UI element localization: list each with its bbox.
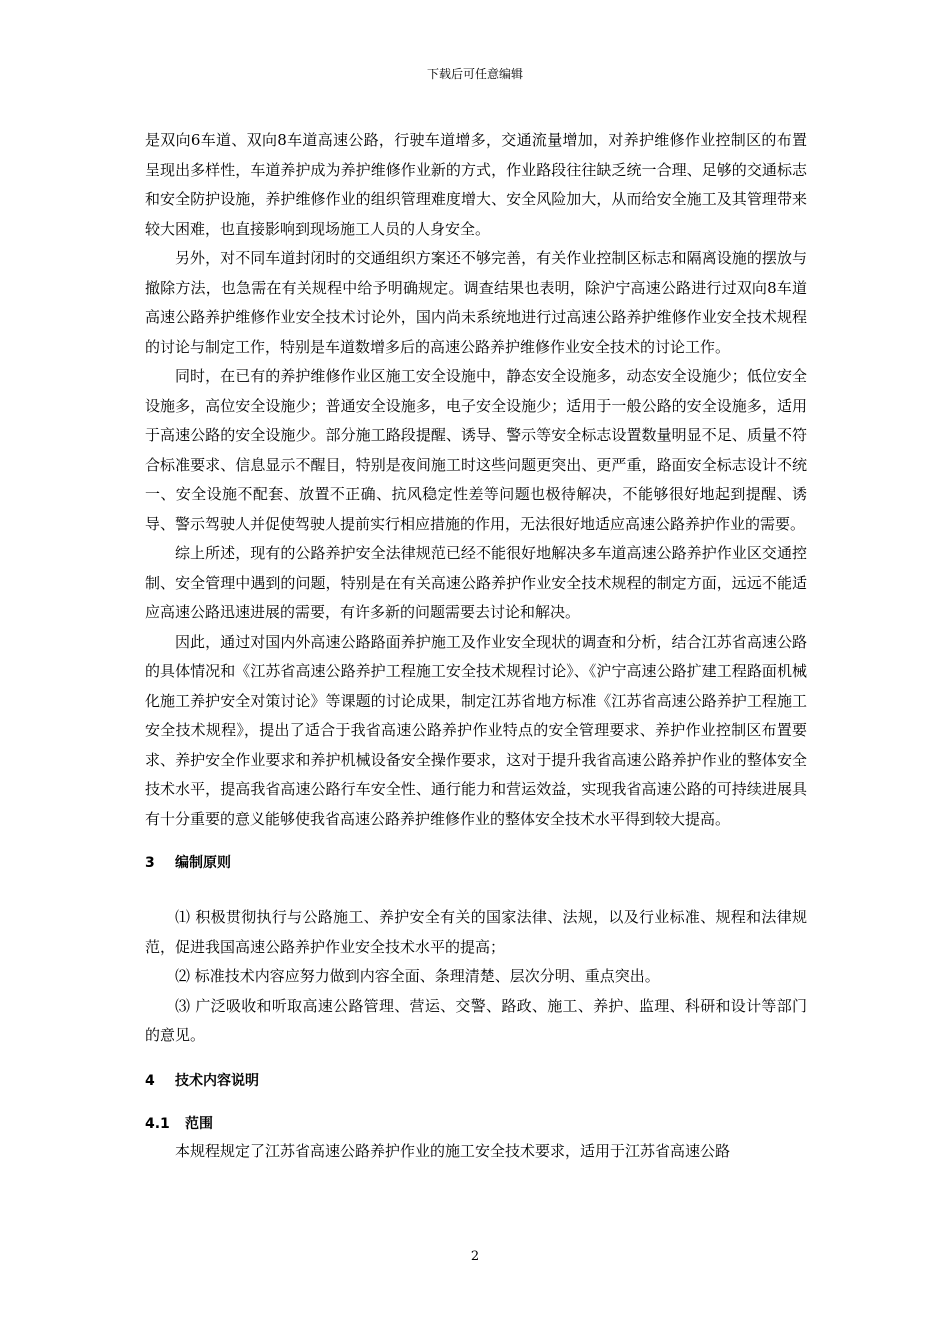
section-3-title: 编制原则 <box>175 855 231 871</box>
section-3-heading <box>145 853 807 873</box>
section-3-number: 3 <box>145 855 155 871</box>
principle-item-1: ⑴ 积极贯彻执行与公路施工、养护安全有关的国家法律、法规，以及行业标准、规程和法律规范，促进我国高速公路养护作业安全技术水平的提高； <box>145 908 807 956</box>
section-4-1-heading <box>145 1111 807 1137</box>
paragraph-3: 同时，在已有的养护维修作业区施工安全设施中，静态安全设施多，动态安全设施少；低位安全设施多，高位安全设施少；普通安全设施多，电子安全设施少；适用于一般公路的安全设施多，适用于高速公路的安全设施少。部分施工路段提醒、诱导、警示等安全标志设置数量明显不足、质量不符合标准要求、信息显示不醒目，特别是夜间施工时这些问题更突出、更严重，路面安全标志设计不统一、安全设施不配套、放置不正确、抗风稳定性差等问题也极待解决，不能够很好地起到提醒、诱导、警示驾驶人并促使驾驶人提前实行相应措施的作用，无法很好地适应高速公路养护作业的需要。 <box>145 367 807 533</box>
section-4-number: 4 <box>145 1072 155 1089</box>
section-4-1-title: 范围 <box>185 1115 213 1132</box>
section-4-1-number: 4.1 <box>145 1115 170 1132</box>
paragraph-2: 另外，对不同车道封闭时的交通组织方案还不够完善，有关作业控制区标志和隔离设施的摆放与撤除方法，也急需在有关规程中给予明确规定。调查结果也表明，除沪宁高速公路进行过双向8车道高速公路养护维修作业安全技术讨论外，国内尚未系统地进行过高速公路养护维修作业安全技术规程的讨论与制定工作，特别是车道数增多后的高速公路养护维修作业安全技术的讨论工作。 <box>145 249 807 356</box>
scope-paragraph: 本规程规定了江苏省高速公路养护作业的施工安全技术要求，适用于江苏省高速公路 <box>175 1141 731 1160</box>
section-4-title: 技术内容说明 <box>175 1072 259 1089</box>
page-number: 2 <box>470 1249 480 1264</box>
principle-item-2: ⑵ 标准技术内容应努力做到内容全面、条理清楚、层次分明、重点突出。 <box>175 967 660 985</box>
paragraph-4: 综上所述，现有的公路养护安全法律规范已经不能很好地解决多车道高速公路养护作业区交通控制、安全管理中遇到的问题，特别是在有关高速公路养护作业安全技术规程的制定方面，远远不能适应高速公路迅速进展的需要，有许多新的问题需要去讨论和解决。 <box>145 544 807 621</box>
principle-item-3: ⑶ 广泛吸收和听取高速公路管理、营运、交警、路政、施工、养护、监理、科研和设计等部门的意见。 <box>145 996 807 1044</box>
document-body <box>145 126 807 1166</box>
section-4-heading <box>145 1071 807 1091</box>
paragraph-5: 因此，通过对国内外高速公路路面养护施工及作业安全现状的调查和分析，结合江苏省高速公路的具体情况和《江苏省高速公路养护工程施工安全技术规程讨论》、《沪宁高速公路扩建工程路面机械化施工养护安全对策讨论》等课题的讨论成果，制定江苏省地方标准《江苏省高速公路养护工程施工安全技术规程》，提出了适合于我省高速公路养护作业特点的安全管理要求、养护作业控制区布置要求、养护安全作业要求和养护机械设备安全操作要求，这对于提升我省高速公路养护作业的整体安全技术水平，提高我省高速公路行车安全性、通行能力和营运效益，实现我省高速公路的可持续进展具有十分重要的意义能够使我省高速公路养护维修作业的整体安全技术水平得到较大提高。 <box>145 632 807 828</box>
paragraph-1: 是双向6车道、双向8车道高速公路，行驶车道增多，交通流量增加，对养护维修作业控制区的布置呈现出多样性，车道养护成为养护维修作业新的方式，作业路段往往缺乏统一合理、足够的交通标志和安全防护设施，养护维修作业的组织管理难度增大、安全风险加大，从而给安全施工及其管理带来较大困难，也直接影响到现场施工人员的人身安全。 <box>145 131 807 238</box>
page-header: 下载后可任意编辑 <box>426 67 523 81</box>
